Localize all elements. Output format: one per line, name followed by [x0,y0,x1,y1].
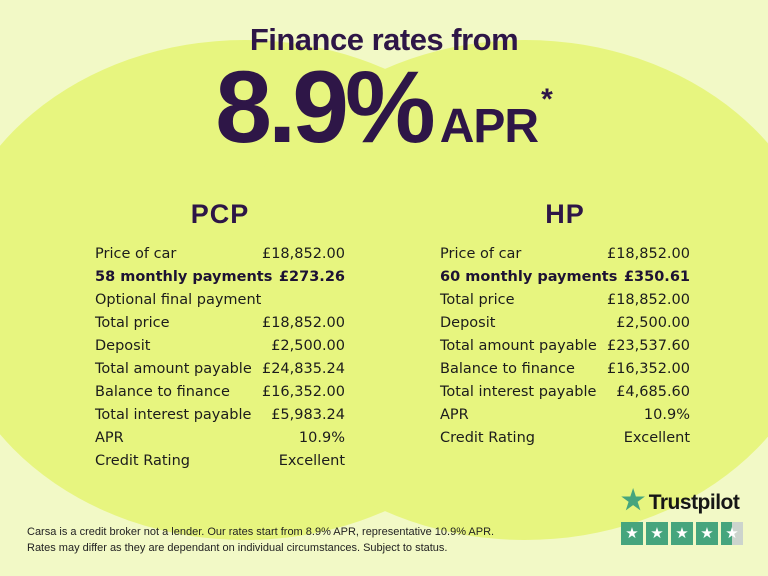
row-value: £16,352.00 [606,360,690,377]
row-label: 60 monthly payments [440,268,618,285]
pcp-table-row [95,357,345,380]
hp-table-row [440,242,690,265]
row-label: 58 monthly payments [95,268,273,285]
row-value: £18,852.00 [606,291,690,308]
pcp-column [95,198,345,472]
hp-column [440,198,690,449]
row-value: £2,500.00 [616,314,690,331]
row-value: £18,852.00 [606,245,690,262]
banner-title: Finance rates from [249,22,519,57]
row-value: £18,852.00 [261,245,345,262]
star-glyph-icon: ★ [650,524,664,542]
trustpilot-widget [621,485,743,545]
hp-table-row [440,311,690,334]
pcp-table-row [95,403,345,426]
hp-table-row [440,288,690,311]
row-value: £350.61 [623,268,690,285]
pcp-table-row [95,380,345,403]
disclaimer-line-2: Rates may differ as they are dependant on individual circumstances. Subject to status. [27,542,448,554]
row-label: Balance to finance [95,383,230,400]
trustpilot-star-icon: ★ [621,485,645,515]
hp-table-row [440,426,690,449]
row-label: Optional final payment [95,291,262,308]
hp-table-row [440,380,690,403]
row-label: APR [440,406,469,423]
trustpilot-rating-star [621,522,643,545]
trustpilot-rating-star [721,522,743,545]
rate-asterisk: * [541,83,553,116]
pcp-table-row [95,334,345,357]
row-value: £273.26 [278,268,345,285]
row-value: £23,537.60 [606,337,690,354]
trustpilot-logo [621,485,743,516]
pcp-table-row [95,242,345,265]
row-label: Credit Rating [95,452,190,469]
row-label: Price of car [440,245,522,262]
pcp-table-row [95,449,345,472]
star-glyph-icon: ★ [700,524,714,542]
row-label: Total interest payable [95,406,252,423]
trustpilot-rating-star [696,522,718,545]
row-value: £4,685.60 [616,383,690,400]
trustpilot-brand-label: Trustpilot [648,490,740,514]
trustpilot-rating-star [671,522,693,545]
row-label: Total amount payable [440,337,597,354]
hp-table-row [440,334,690,357]
pcp-table-row [95,288,345,311]
pcp-table-row [95,426,345,449]
row-value: Excellent [623,429,690,446]
row-value: £2,500.00 [271,337,345,354]
rate-value: 8.9% [215,50,432,164]
hp-table-row [440,403,690,426]
row-value: £18,852.00 [261,314,345,331]
disclaimer-line-1: Carsa is a credit broker not a lender. Our rates start from 8.9% APR, representative 10.9% APR. [27,526,495,538]
row-label: Total amount payable [95,360,252,377]
row-value: 10.9% [643,406,690,423]
row-value: £24,835.24 [261,360,345,377]
row-label: Price of car [95,245,177,262]
hp-heading: HP [545,199,585,229]
disclaimer-text [27,524,494,556]
pcp-table-row [95,311,345,334]
star-glyph-icon: ★ [625,524,639,542]
row-label: Deposit [440,314,496,331]
row-label: APR [95,429,124,446]
row-label: Deposit [95,337,151,354]
hp-table-row [440,265,690,288]
row-value: 10.9% [298,429,345,446]
row-label: Total price [440,291,515,308]
hp-table-row [440,357,690,380]
pcp-table-row [95,265,345,288]
hp-table [440,242,690,449]
row-value: £16,352.00 [261,383,345,400]
row-value: £5,983.24 [271,406,345,423]
star-glyph-icon: ★ [675,524,689,542]
rate-apr-label: APR [439,100,539,153]
row-label: Total interest payable [440,383,597,400]
pcp-heading: PCP [190,199,250,229]
headline-rate [0,50,768,164]
pcp-table [95,242,345,472]
trustpilot-rating-stars [621,522,743,545]
row-label: Balance to finance [440,360,575,377]
row-label: Credit Rating [440,429,535,446]
trustpilot-rating-star [646,522,668,545]
star-glyph-icon: ★ [725,524,739,542]
row-value: Excellent [278,452,345,469]
row-label: Total price [95,314,170,331]
